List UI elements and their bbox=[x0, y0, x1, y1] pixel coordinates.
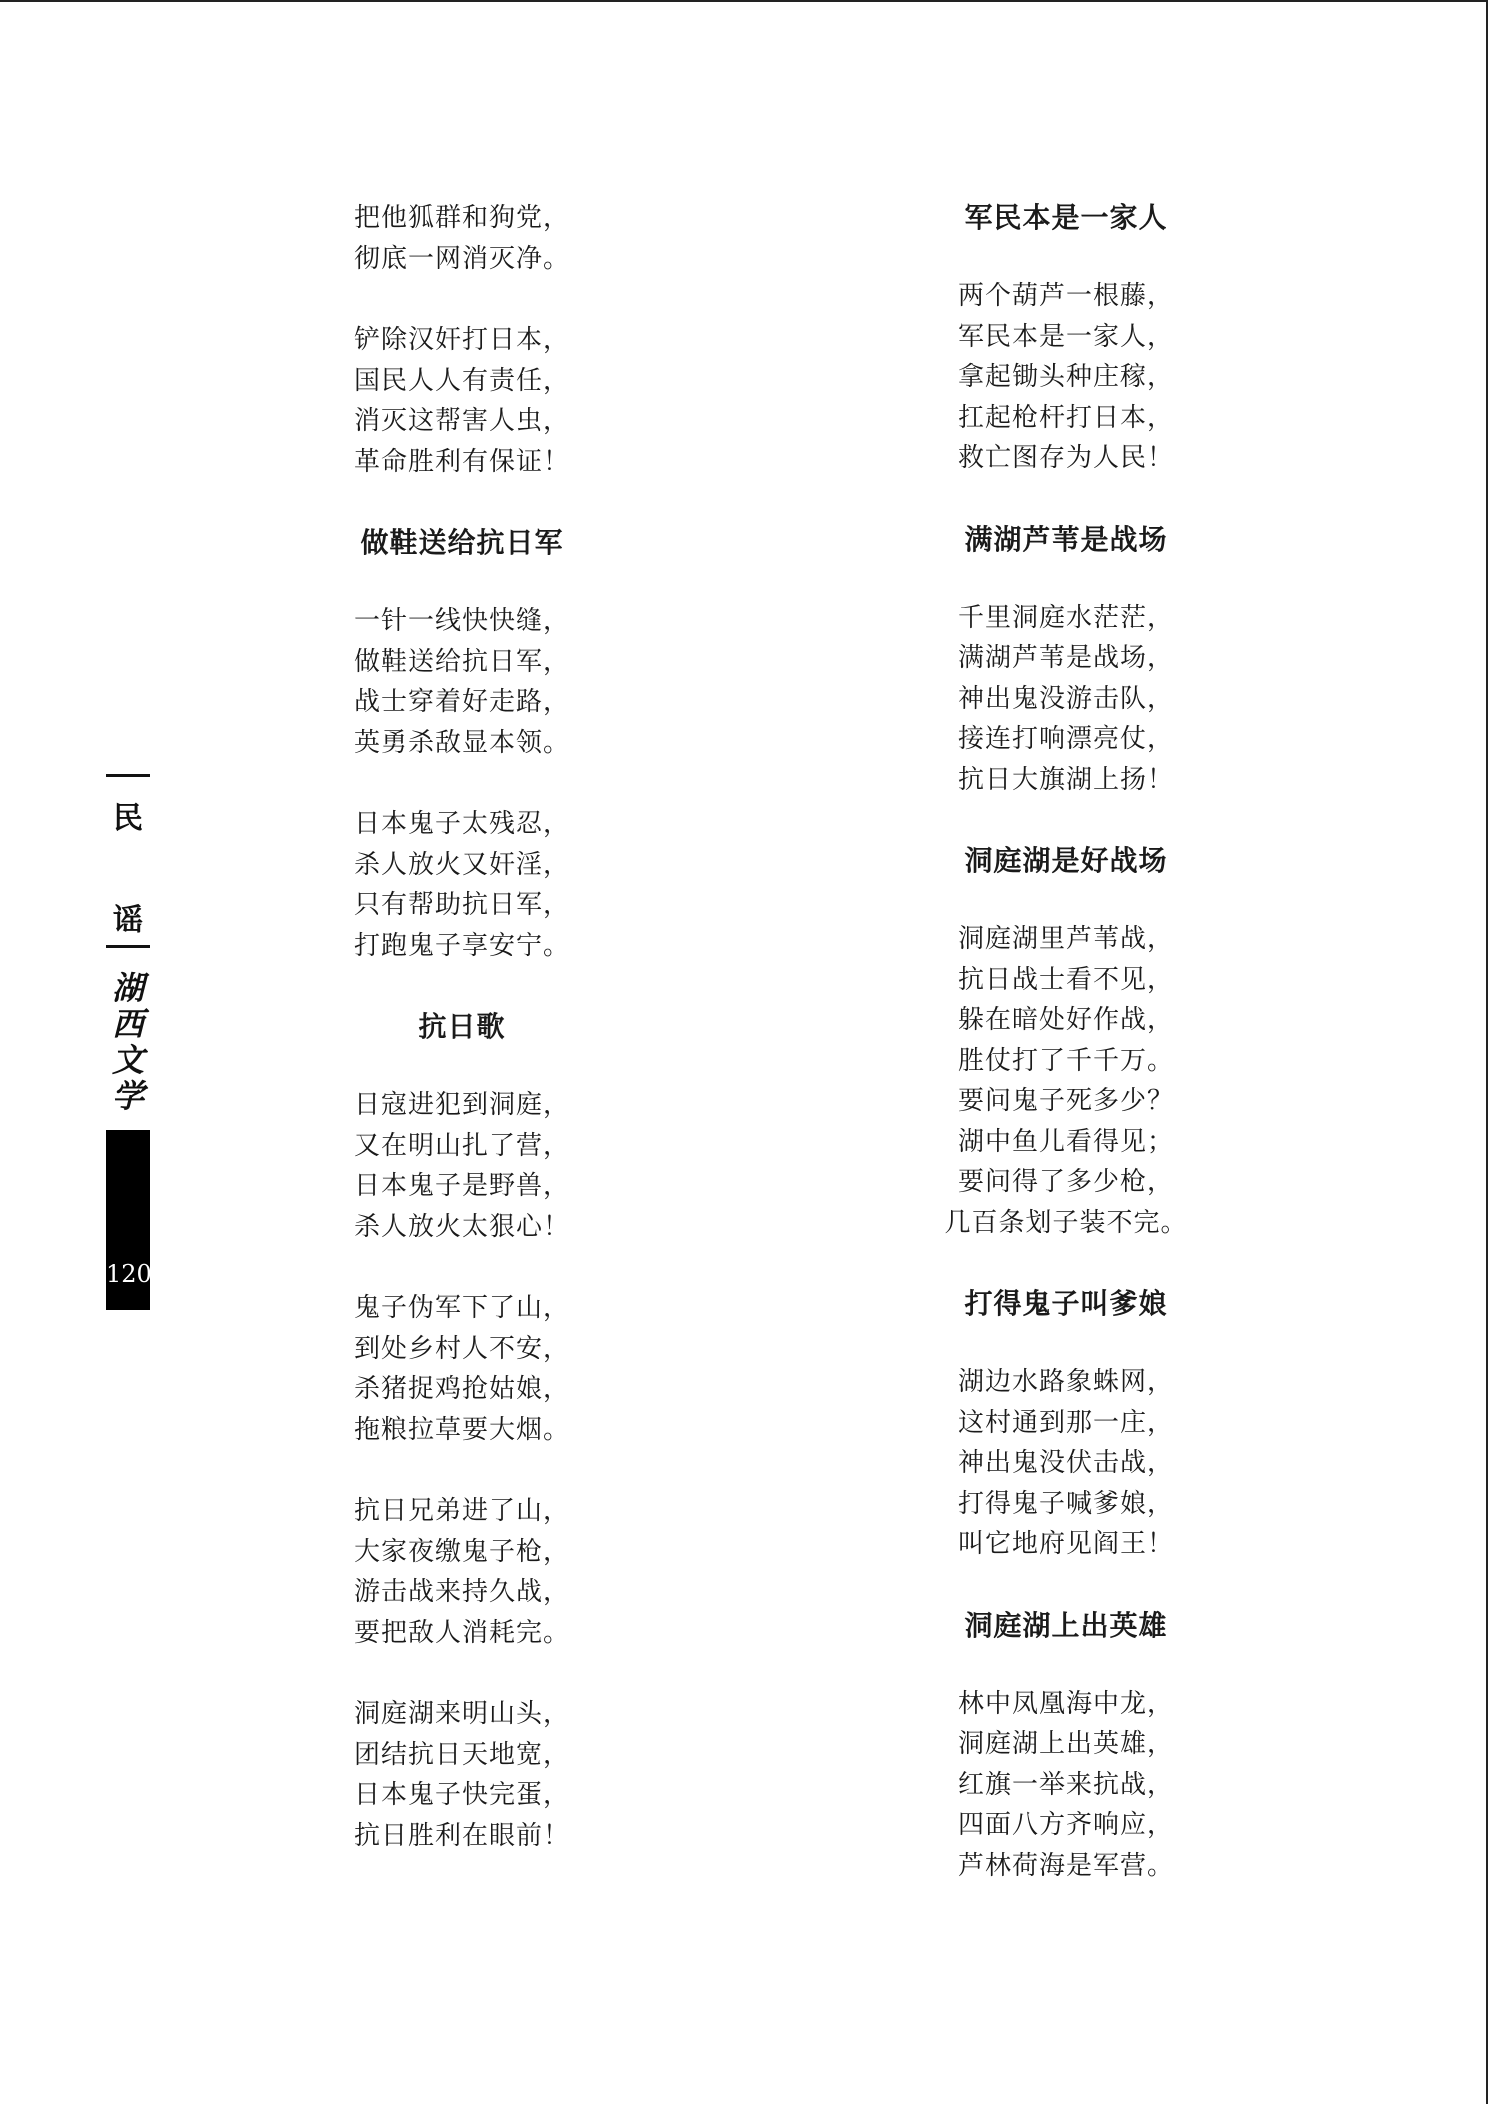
verse-line: 游击战来持久战， bbox=[353, 1577, 570, 1607]
poem-title: 做鞋送给抗日军 bbox=[360, 526, 564, 559]
magazine-char: 湖 bbox=[111, 969, 144, 1007]
verse-line: 红旗一举来抗战， bbox=[957, 1769, 1174, 1800]
verse-line: 这村通到那一庄， bbox=[957, 1407, 1174, 1438]
verse-line: 芦林荷海是军营。 bbox=[957, 1850, 1174, 1881]
verse-line: 要问鬼子死多少？ bbox=[957, 1086, 1174, 1116]
sidebar-rule-middle bbox=[106, 945, 150, 948]
verse-line: 洞庭湖里芦苇战， bbox=[957, 924, 1174, 954]
poem bbox=[302, 523, 622, 966]
verse-line: 湖边水路象蛛网， bbox=[957, 1367, 1174, 1397]
verse-line: 抗日胜利在眼前！ bbox=[353, 1820, 570, 1851]
poem-title: 洞庭湖是好战场 bbox=[964, 844, 1168, 877]
stanza bbox=[906, 1684, 1226, 1887]
verse-line: 日寇进犯到洞庭， bbox=[353, 1090, 570, 1120]
verse-line: 国民人人有责任， bbox=[353, 365, 570, 396]
poem-title: 抗日歌 bbox=[418, 1010, 506, 1043]
verse-line: 杀人放火又奸淫， bbox=[353, 849, 570, 880]
verse-line: 大家夜缴鬼子枪， bbox=[353, 1536, 570, 1567]
verse-line: 两个葫芦一根藤， bbox=[957, 281, 1174, 311]
verse-line: 湖中鱼儿看得见； bbox=[957, 1126, 1174, 1157]
verse-line: 做鞋送给抗日军， bbox=[353, 646, 570, 677]
verse-line: 革命胜利有保证！ bbox=[353, 446, 570, 477]
verse-line: 抗日兄弟进了山， bbox=[353, 1496, 570, 1526]
verse-line: 日本鬼子快完蛋， bbox=[353, 1780, 570, 1810]
magazine-char: 文 bbox=[111, 1041, 144, 1079]
stanza bbox=[302, 601, 622, 763]
poem-title: 打得鬼子叫爹娘 bbox=[964, 1287, 1168, 1320]
verse-line: 打得鬼子喊爹娘， bbox=[957, 1488, 1174, 1519]
verse-line: 胜仗打了千千万。 bbox=[957, 1045, 1174, 1076]
verse-line: 接连打响漂亮仗， bbox=[957, 724, 1174, 754]
verse-line: 抗日战士看不见， bbox=[957, 964, 1174, 995]
verse-line: 洞庭湖上出英雄， bbox=[957, 1729, 1174, 1759]
stanza bbox=[906, 598, 1226, 801]
verse-line: 战士穿着好走路， bbox=[353, 687, 570, 717]
verse-line: 救亡图存为人民！ bbox=[957, 443, 1174, 473]
poem bbox=[906, 1284, 1226, 1565]
stanza bbox=[302, 1085, 622, 1247]
poem bbox=[906, 841, 1226, 1243]
stanza bbox=[906, 1362, 1226, 1565]
verse-line: 抗日大旗湖上扬！ bbox=[957, 764, 1174, 795]
verse-line: 林中凤凰海中龙， bbox=[957, 1688, 1174, 1719]
section-char-min: 民 bbox=[113, 801, 143, 836]
verse-line: 神出鬼没伏击战， bbox=[957, 1448, 1174, 1478]
verse-line: 千里洞庭水茫茫， bbox=[957, 602, 1174, 633]
stanza bbox=[906, 276, 1226, 479]
verse-line: 军民本是一家人， bbox=[957, 321, 1174, 352]
poem bbox=[906, 520, 1226, 801]
poem-title: 洞庭湖上出英雄 bbox=[964, 1608, 1168, 1642]
verse-line: 一针一线快快缝， bbox=[353, 606, 570, 636]
verse-line: 四面八方齐响应， bbox=[957, 1810, 1174, 1840]
verse-line: 杀人放火太狠心！ bbox=[353, 1211, 570, 1242]
stanza bbox=[302, 1694, 622, 1856]
stanza bbox=[906, 919, 1226, 1243]
verse-line: 洞庭湖来明山头， bbox=[353, 1699, 570, 1729]
page-number-box bbox=[106, 1130, 150, 1310]
verse-line: 打跑鬼子享安宁。 bbox=[353, 930, 570, 961]
verse-line: 叫它地府见阎王！ bbox=[957, 1529, 1174, 1559]
magazine-name bbox=[106, 970, 150, 1114]
poem bbox=[906, 1606, 1226, 1887]
verse-line: 要把敌人消耗完。 bbox=[353, 1617, 570, 1648]
verse-line: 到处乡村人不安， bbox=[353, 1333, 570, 1364]
poem-title: 满湖芦苇是战场 bbox=[964, 522, 1168, 556]
verse-line: 团结抗日天地宽， bbox=[353, 1739, 570, 1770]
verse-line: 把他狐群和狗党， bbox=[353, 203, 570, 233]
verse-line: 扛起枪杆打日本， bbox=[957, 402, 1174, 433]
stanza bbox=[302, 1491, 622, 1653]
stanza bbox=[302, 320, 622, 482]
poem bbox=[302, 1007, 622, 1856]
verse-line: 要问得了多少枪， bbox=[957, 1167, 1174, 1197]
verse-line: 日本鬼子太残忍， bbox=[353, 809, 570, 839]
verse-line: 又在明山扎了营， bbox=[353, 1130, 570, 1161]
right-column bbox=[906, 198, 1226, 1927]
verse-line: 拿起锄头种庄稼， bbox=[957, 362, 1174, 392]
poem bbox=[302, 198, 622, 482]
poem bbox=[906, 198, 1226, 479]
stanza bbox=[302, 198, 622, 279]
magazine-char: 学 bbox=[111, 1077, 144, 1115]
stanza bbox=[302, 1288, 622, 1450]
verse-line: 几百条划子装不完。 bbox=[944, 1207, 1188, 1238]
magazine-char: 西 bbox=[111, 1005, 144, 1043]
verse-line: 躲在暗处好作战， bbox=[957, 1005, 1174, 1035]
margin-sidebar bbox=[106, 774, 150, 1310]
verse-line: 神出鬼没游击队， bbox=[957, 683, 1174, 714]
verse-line: 铲除汉奸打日本， bbox=[353, 325, 570, 355]
verse-line: 杀猪捉鸡抢姑娘， bbox=[353, 1374, 570, 1404]
verse-line: 英勇杀敌显本领。 bbox=[353, 727, 570, 758]
poem-title: 军民本是一家人 bbox=[964, 201, 1168, 234]
verse-line: 只有帮助抗日军， bbox=[353, 890, 570, 920]
verse-line: 鬼子伪军下了山， bbox=[353, 1293, 570, 1323]
verse-line: 拖粮拉草要大烟。 bbox=[353, 1414, 570, 1445]
verse-line: 日本鬼子是野兽， bbox=[353, 1171, 570, 1201]
verse-line: 满湖芦苇是战场， bbox=[957, 643, 1174, 673]
page-number: 120 bbox=[106, 1260, 152, 1288]
left-column bbox=[302, 198, 622, 1897]
verse-line: 彻底一网消灭净。 bbox=[353, 243, 570, 274]
section-char-yao: 谣 bbox=[113, 903, 143, 938]
stanza bbox=[302, 804, 622, 966]
verse-line: 消灭这帮害人虫， bbox=[353, 406, 570, 436]
page-top-rule bbox=[0, 0, 1488, 2]
sidebar-rule-top bbox=[106, 774, 150, 777]
